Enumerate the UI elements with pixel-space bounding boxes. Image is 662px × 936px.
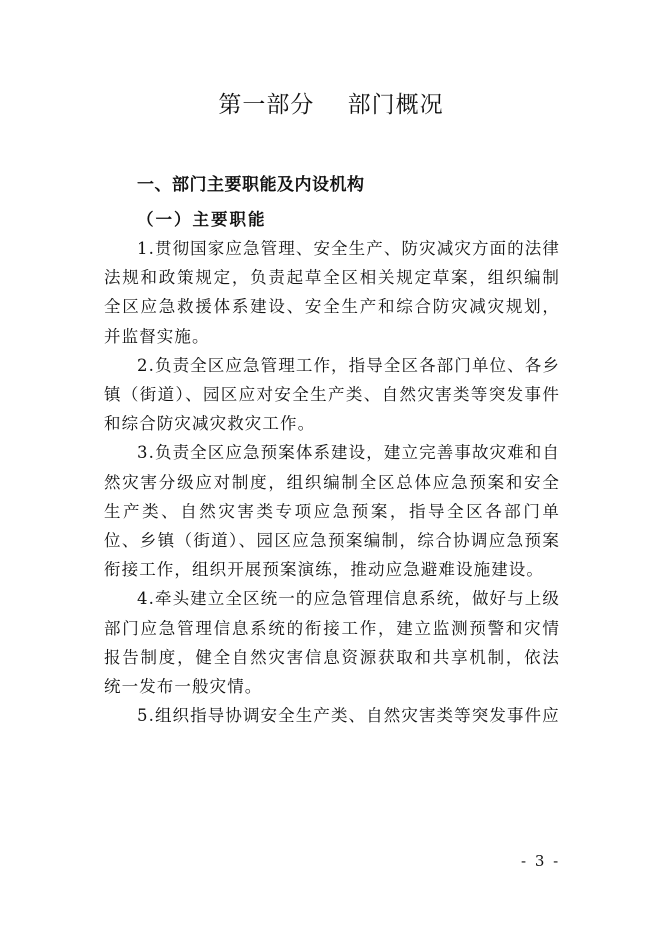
paragraph-1: 1.贯彻国家应急管理、安全生产、防灾减灾方面的法律法规和政策规定，负责起草全区相关规定草案，组织编制全区应急救援体系建设、安全生产和综合防灾减灾规划，并监督实施。 <box>104 239 560 346</box>
paragraph-5: 5.组织指导协调安全生产类、自然灾害类等突发事件应 <box>137 706 560 726</box>
body-text <box>104 234 560 730</box>
page-title: 第一部分 部门概况 <box>218 92 444 118</box>
paragraph-2: 2.负责全区应急管理工作，指导全区各部门单位、各乡镇（街道）、园区应对安全生产类、自然灾害类等突发事件和综合防灾减灾救灾工作。 <box>104 355 560 434</box>
page-number: - 3 - <box>521 852 561 870</box>
paragraph-3: 3.负责全区应急预案体系建设，建立完善事故灾难和自然灾害分级应对制度，组织编制全区总体应急预案和安全生产类、自然灾害类专项应急预案，指导全区各部门单位、乡镇（街道）、园区应急预案编制，综合协调应急预案衔接工作，组织开展预案演练，推动应急避难设施建设。 <box>104 443 560 580</box>
section-heading: 一、部门主要职能及内设机构 <box>137 175 365 195</box>
paragraph-4: 4.牵头建立全区统一的应急管理信息系统，做好与上级部门应急管理信息系统的衔接工作，建立监测预警和灾情报告制度，健全自然灾害信息资源获取和共享机制，依法统一发布一般灾情。 <box>104 589 560 697</box>
subsection-heading: （一）主要职能 <box>137 210 267 229</box>
